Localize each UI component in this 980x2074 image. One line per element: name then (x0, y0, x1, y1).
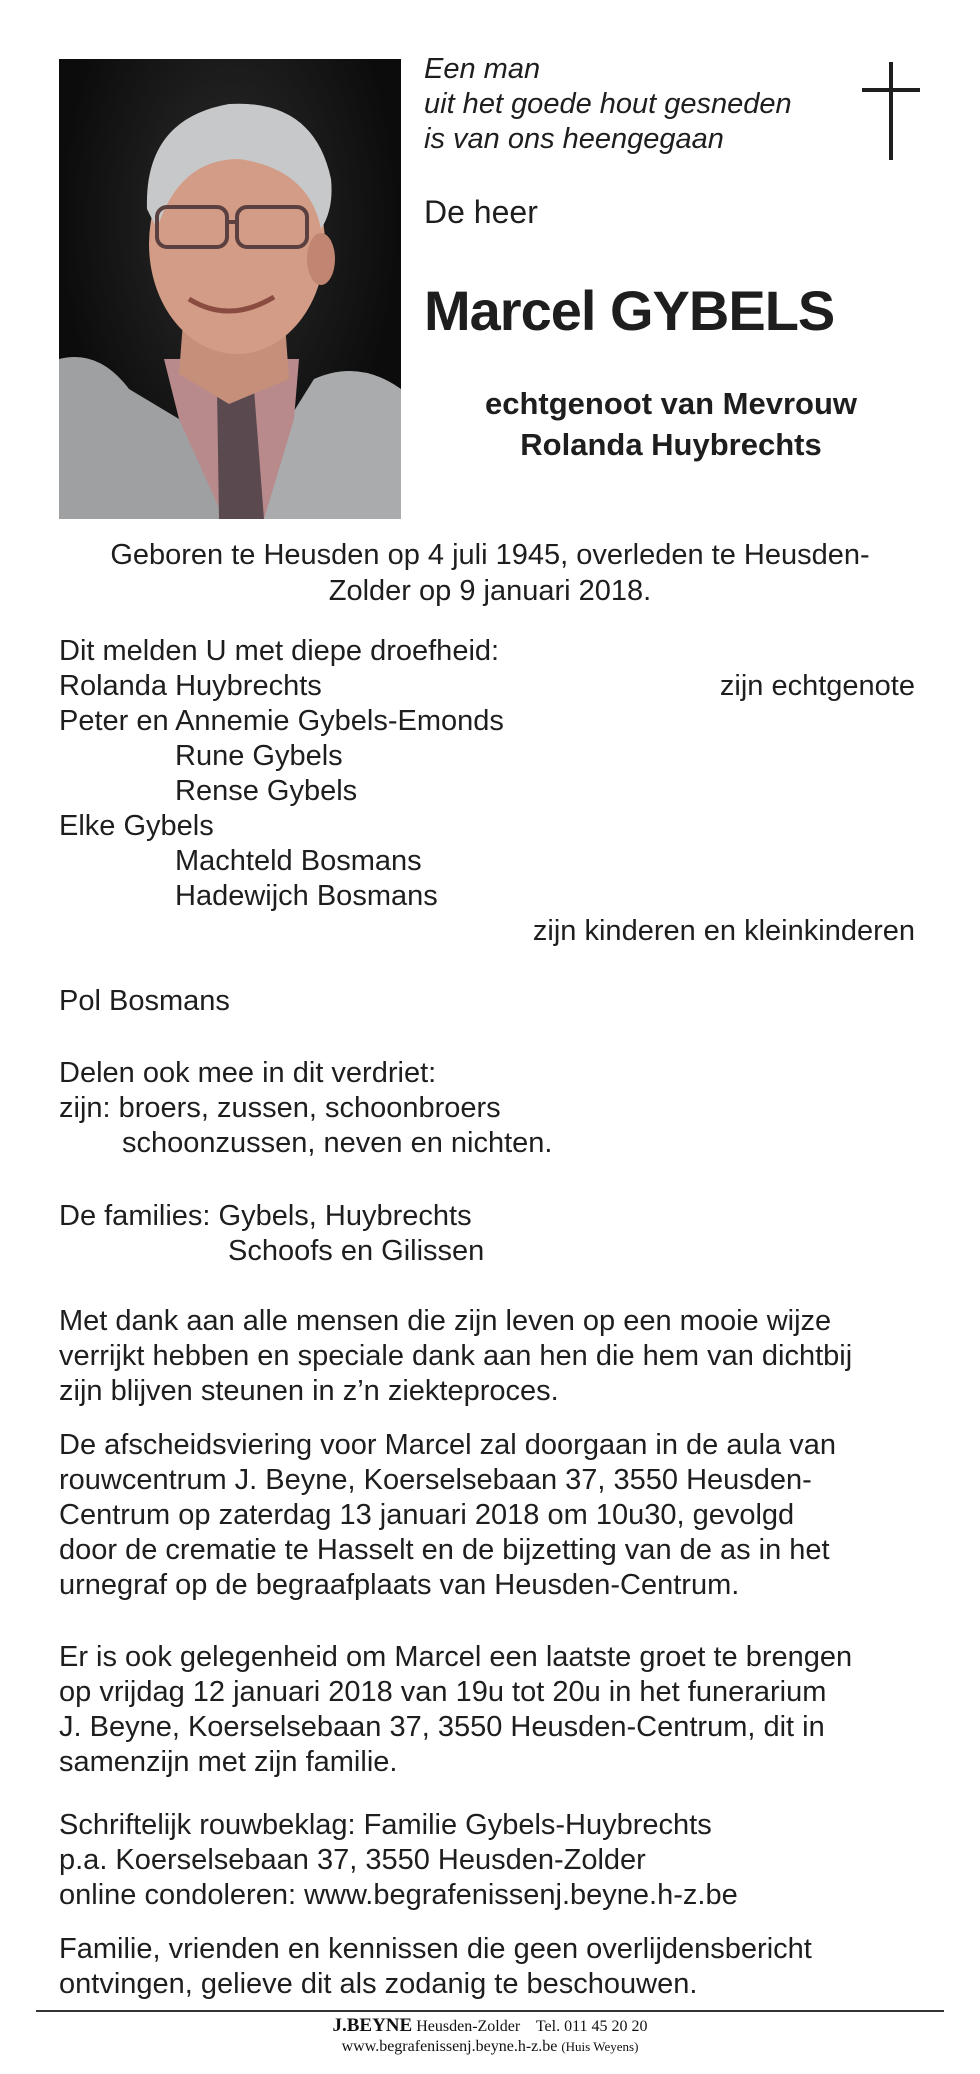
family-member: Pol Bosmans (59, 985, 230, 1017)
paragraph-line: door de crematie te Hasselt en de bijzetting van de as in het (59, 1534, 830, 1566)
paragraph-line: p.a. Koerselsebaan 37, 3550 Heusden-Zolder (59, 1844, 646, 1876)
family-role: zijn kinderen en kleinkinderen (532, 915, 915, 947)
families-line: Schoofs en Gilissen (228, 1235, 485, 1267)
funeral-home-phone: Tel. 011 45 20 20 (535, 2018, 648, 2035)
family-row (59, 914, 921, 949)
birth-line: Geboren te Heusden op 4 juli 1945, overleden te Heusden- (110, 539, 870, 571)
family-member: Machteld Bosmans (175, 845, 422, 877)
closing-paragraph (59, 1932, 921, 2002)
paragraph-line: J. Beyne, Koerselsebaan 37, 3550 Heusden-Centrum, dit in (59, 1711, 825, 1743)
condolence-info (59, 1808, 921, 1913)
opening-verse (424, 52, 844, 157)
paragraph-line: Centrum op zaterdag 13 januari 2018 om 10u30, gevolgd (59, 1499, 795, 1531)
family-member: Elke Gybels (59, 810, 214, 842)
funeral-home-name: J.BEYNE (332, 2015, 413, 2036)
funeral-home-footer (0, 2016, 980, 2057)
funeral-home-note: (Huis Weyens) (561, 2039, 639, 2054)
paragraph-line: zijn blijven steunen in z’n ziekteproces. (59, 1375, 559, 1407)
footer-divider (36, 2010, 944, 2012)
visit-paragraph (59, 1640, 921, 1780)
footer-top-line (0, 2016, 980, 2037)
salutation: De heer (424, 194, 538, 230)
paragraph-line: samenzijn met zijn familie. (59, 1746, 398, 1778)
family-member: Hadewijch Bosmans (175, 880, 438, 912)
deceased-name: Marcel GYBELS (424, 279, 835, 342)
verse-line: is van ons heengegaan (424, 123, 724, 155)
family-member: Peter en Annemie Gybels-Emonds (59, 705, 504, 737)
family-row (59, 669, 921, 704)
paragraph-line: ontvingen, gelieve dit als zodanig te beschouwen. (59, 1968, 698, 2000)
verse-line: uit het goede hout gesneden (424, 88, 792, 120)
funeral-home-location: Heusden-Zolder (416, 2018, 521, 2035)
paragraph-line: verrijkt hebben en speciale dank aan hen die hem van dichtbij (59, 1340, 853, 1372)
family-role: zijn echtgenote (719, 670, 915, 702)
portrait-photo (59, 59, 401, 519)
family-member: Rense Gybels (175, 775, 358, 807)
paragraph-line: Familie, vrienden en kennissen die geen overlijdensbericht (59, 1933, 812, 1965)
funeral-home-website: www.begrafenissenj.beyne.h-z.be (341, 2038, 558, 2055)
portrait-illustration (59, 59, 401, 519)
family-member: Rune Gybels (175, 740, 343, 772)
spouse-info (420, 383, 922, 465)
verse-line: Een man (424, 53, 541, 85)
thanks-paragraph (59, 1304, 921, 1409)
families (59, 1199, 921, 1269)
family-announcement (59, 634, 921, 1019)
share-line: schoonzussen, neven en nichten. (122, 1127, 553, 1159)
birth-line: Zolder op 9 januari 2018. (328, 575, 652, 607)
paragraph-line: Schriftelijk rouwbeklag: Familie Gybels-Huybrechts (59, 1809, 712, 1841)
families-line: De families: Gybels, Huybrechts (59, 1200, 472, 1232)
announce-intro: Dit melden U met diepe droefheid: (59, 635, 500, 667)
shared-grief (59, 1056, 921, 1161)
share-intro: Delen ook mee in dit verdriet: (59, 1057, 437, 1089)
paragraph-line: urnegraf op de begraafplaats van Heusden-Centrum. (59, 1569, 740, 1601)
paragraph-line: Er is ook gelegenheid om Marcel een laatste groet te brengen (59, 1641, 853, 1673)
share-line: zijn: broers, zussen, schoonbroers (59, 1092, 501, 1124)
family-member: Rolanda Huybrechts (59, 670, 322, 702)
paragraph-line: Met dank aan alle mensen die zijn leven op een mooie wijze (59, 1305, 832, 1337)
ceremony-paragraph (59, 1428, 921, 1603)
paragraph-line: op vrijdag 12 januari 2018 van 19u tot 20u in het funerarium (59, 1676, 827, 1708)
paragraph-line: rouwcentrum J. Beyne, Koerselsebaan 37, 3550 Heusden- (59, 1464, 812, 1496)
spouse-line: Rolanda Huybrechts (520, 427, 822, 462)
spouse-line: echtgenoot van Mevrouw (484, 386, 858, 421)
birth-death-info (59, 537, 921, 609)
condolence-website: online condoleren: www.begrafenissenj.beyne.h-z.be (59, 1879, 738, 1911)
paragraph-line: De afscheidsviering voor Marcel zal doorgaan in de aula van (59, 1429, 836, 1461)
latin-cross-icon (862, 62, 922, 160)
footer-bottom-line (0, 2037, 980, 2057)
